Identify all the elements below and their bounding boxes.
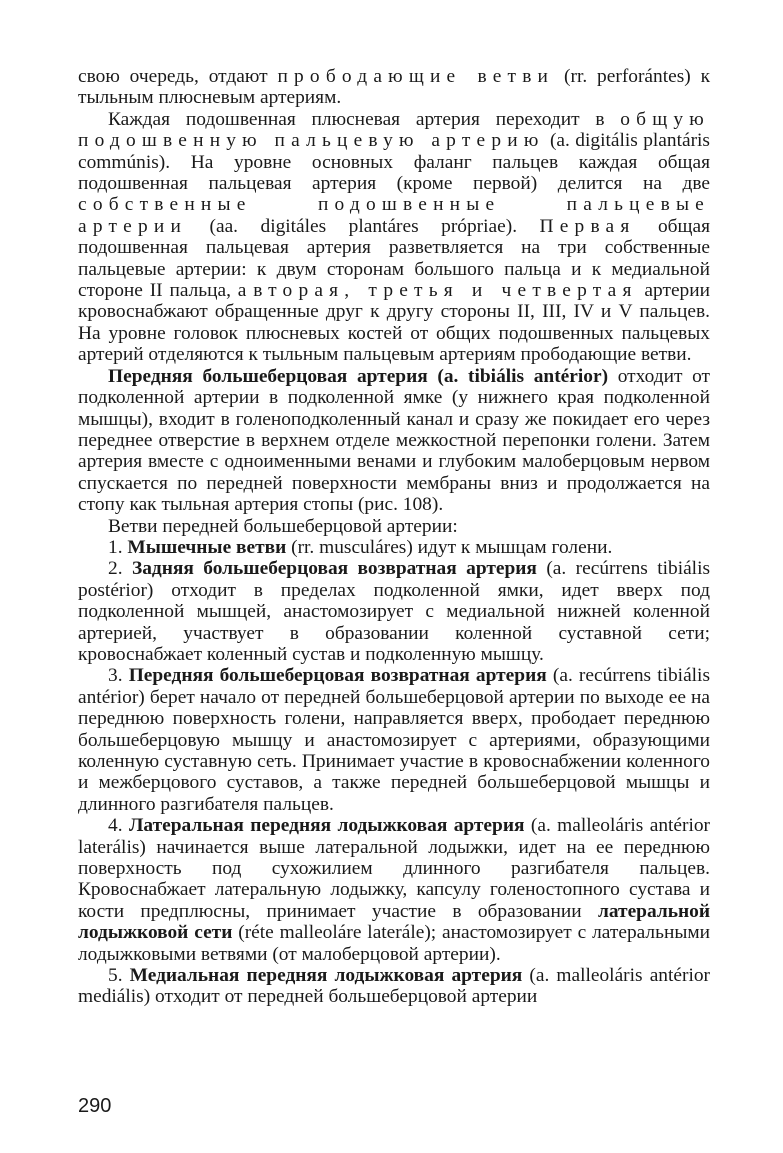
bold-term: Мышечные ветви [127,536,287,558]
text-run: (a. recúrrens tibiális postérior) отходит в пределах подколенной ямки, идет вверх под подколенной мышцей, анастомозирует с медиальной нижней коленной артерией, участвует в образовании коленной суставной сети; кровоснабжает коленный сустав и подколенную мышцу. [78,558,711,665]
text-run: отходит от подколенной артерии в подколенной ямке (у нижнего края подколенной мышцы), входит в голеноподколенный канал и сразу же покидает его через переднее отверстие в верхнем отделе межкостной перепонки голени. Затем артерия вместе с одноименными венами и глубоким малоберцовым нервом спускается по передней поверхности мембраны вниз и продолжается на стопу как тыльная артерия стопы (рис. 108). [78,365,710,516]
list-number: 1. [108,536,128,558]
text-run: артерии кровоснабжают обращенные друг к другу стороны II, III, IV и V пальцев. На уровне головок плюсневых костей от общих подошвенных пальцевых артерий отделяются к тыльным пальцевым артериям прободающие ветви. [78,280,710,366]
spaced-term: Первая [539,215,636,237]
list-item-lateral-malleolar-artery [78,815,710,965]
page-body [78,66,710,1008]
spaced-term: прободающие ветви [277,66,555,87]
text-run: общая подошвенная пальцевая артерия разветвляется на три собственные пальцевые артерии: к двум сторонам большого пальца и к медиальной стороне II пальца, а [78,215,710,302]
list-item-posterior-recurrent-artery [78,558,710,665]
list-number: 2. [108,558,132,580]
text-run: (aa. digitáles plantáres própriae). [187,215,540,237]
page-number: 290 [78,1095,112,1117]
bold-term: латеральной лодыжковой сети [78,900,710,944]
text-run: (rr. musculáres) идут к мышцам голени. [286,536,613,558]
bold-term: Задняя большеберцовая возвратная артерия [131,558,537,580]
text-run: Ветви передней большеберцовой артерии: [108,515,458,537]
text-run: (a. recúrrens tibiális antérior) берет начало от передней большеберцовой артерии по выходе ее на переднюю поверхность голени, направляется вверх, прободает переднюю большеберцовую мышцу и анастомозирует с артериями, образующими коленную суставную сеть. Принимает участие в кровоснабжении коленного и межберцового суставов, а также передней большеберцовой мышцы и длинного разгибателя пальцев. [78,665,710,815]
text-run: (a. digitális plantáris commúnis). На уровне основных фаланг пальцев каждая общая подошвенная пальцевая артерия (кроме первой) делится на две [78,130,710,195]
list-item-muscular-branches [78,537,710,558]
text-run: (réte malleoláre laterále); анастомозирует с латеральными лодыжковыми ветвями (от малоберцовой артерии). [78,922,710,965]
paragraph-perforating-branches [78,66,710,109]
list-number: 5. [108,965,130,987]
spaced-term: общую подошвенную пальцевую артерию [78,108,710,152]
list-number: 3. [108,665,129,687]
paragraph-plantar-metatarsal-artery [78,109,710,366]
text-run: (a. malleoláris antérior mediális) отходит от передней большеберцовой артерии [78,965,710,1008]
bold-term: Передняя большеберцовая артерия (a. tibiális antérior) [108,365,609,387]
bold-term: Латеральная передняя лодыжковая артерия [128,815,525,837]
text-run: (rr. perforántes) к тыльным плюсневым артериям. [78,66,711,109]
paragraph-branches-intro [78,516,710,537]
list-item-anterior-recurrent-artery [78,665,710,815]
list-number: 4. [108,815,129,837]
paragraph-anterior-tibial-artery [78,366,710,516]
bold-term: Медиальная передняя лодыжковая артерия [129,965,523,987]
spaced-term: вторая, третья и четвертая [253,280,638,302]
text-run: Каждая подошвенная плюсневая артерия переходит в [108,108,621,130]
text-run: свою очередь, отдают [78,66,278,87]
text-run: (a. malleoláris antérior laterális) начинается выше латеральной лодыжки, идет на ее переднюю поверхность под сухожилием длинного разгибателя пальцев. Кровоснабжает латеральную лодыжку, капсулу голеностопного сустава и кости предплюсны, принимает участие в образовании [78,815,711,922]
bold-term: Передняя большеберцовая возвратная артерия [128,665,547,687]
spaced-term: собственные подошвенные пальцевые артерии [78,194,710,237]
list-item-medial-malleolar-artery [78,965,710,1008]
